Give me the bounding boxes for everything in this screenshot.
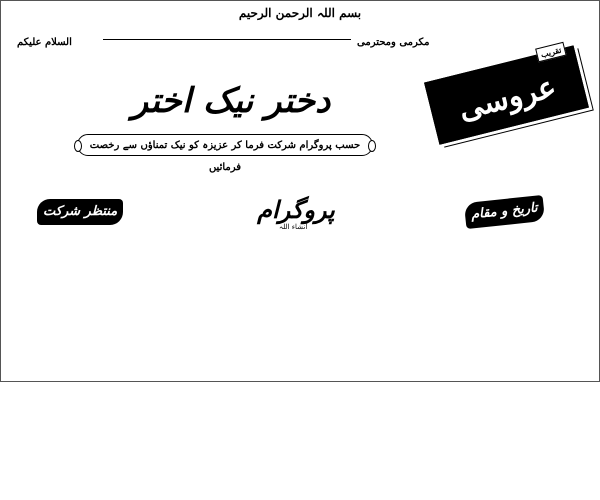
logo-sub-text: تقریب (535, 42, 566, 63)
logo-main-text: عروسی (455, 69, 560, 128)
program-title: پروگرام (257, 195, 335, 224)
request-banner: حسب پروگرام شرکت فرما کر عزیزہ کو نیک تمناؤں سے رخصت فرمائیں (77, 134, 373, 156)
bismillah-heading: بسم اللہ الرحمن الرحیم (238, 6, 362, 20)
awaiting-label: منتظر شرکت (37, 199, 123, 225)
recipient-label: مکرمی ومحترمی (357, 37, 430, 48)
greeting-text: السلام علیکم (17, 37, 72, 48)
recipient-name-line (103, 39, 351, 40)
program-subtitle: انشاء اللہ (279, 223, 308, 231)
logo-background (424, 45, 589, 144)
date-venue-label: تاریخ و مقام (464, 195, 545, 229)
event-logo (423, 39, 591, 146)
headline-title: دختر نیک اختر (131, 81, 331, 121)
